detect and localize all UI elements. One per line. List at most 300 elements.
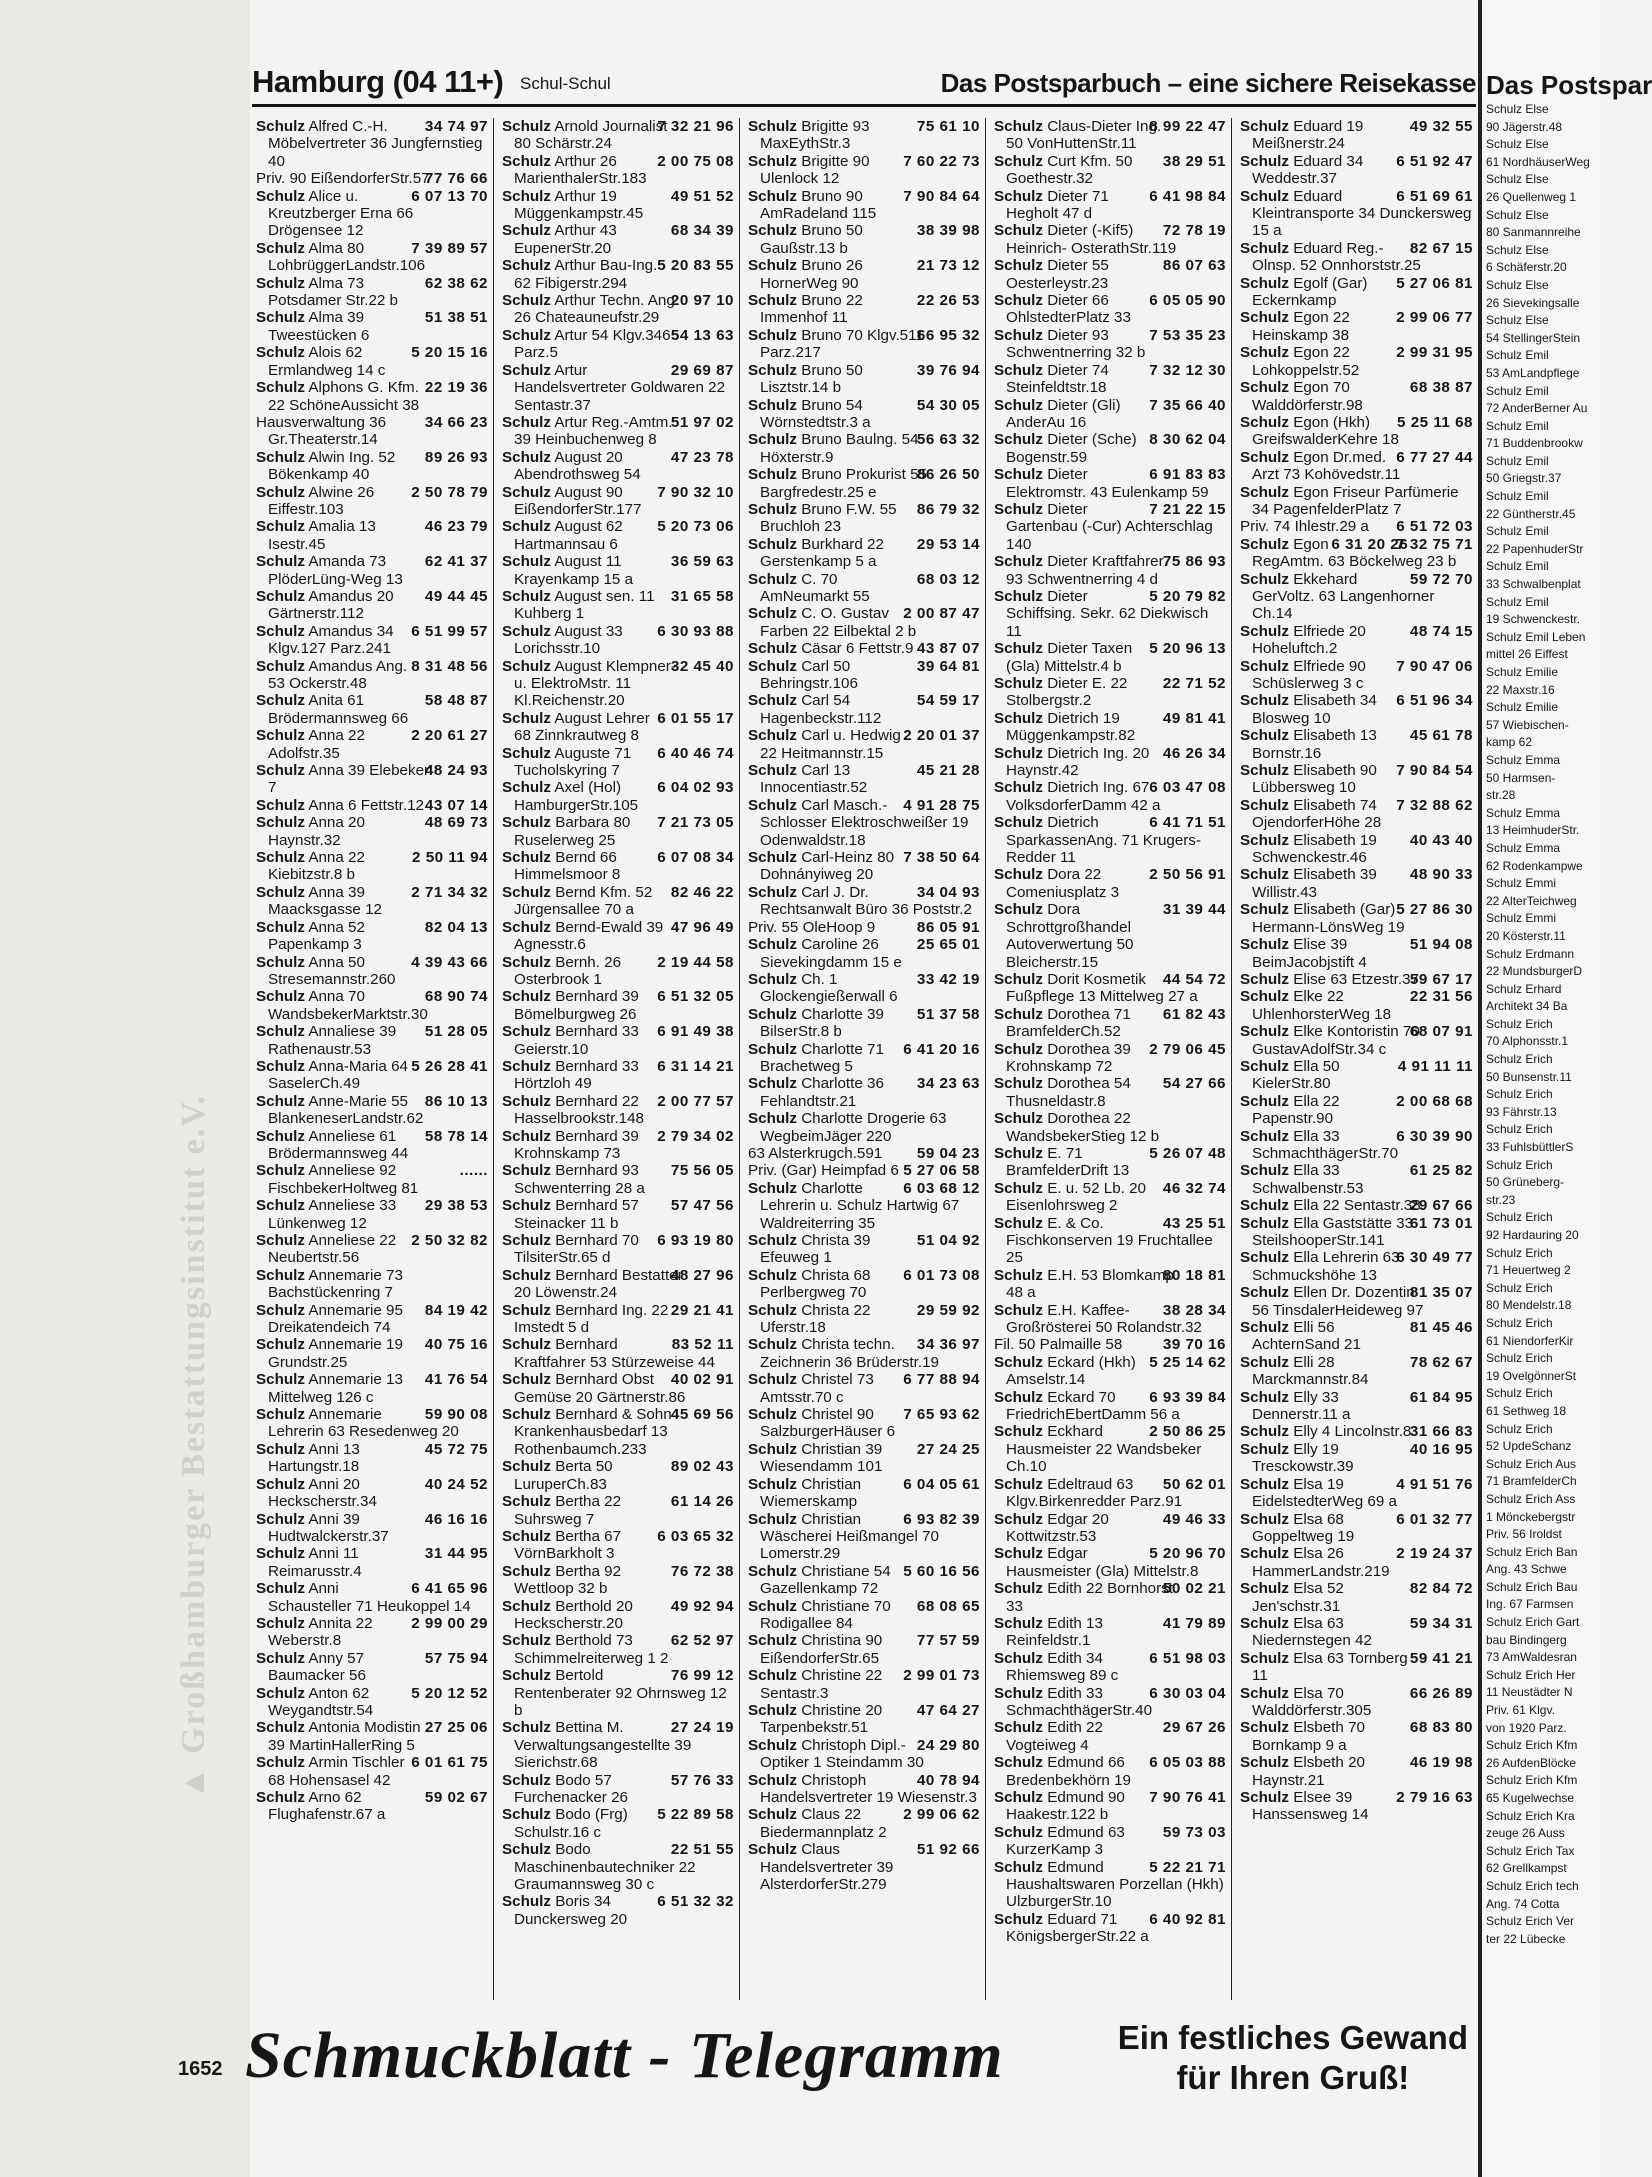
phone-number: 5 26 28 41 [411, 1057, 488, 1075]
directory-entry [256, 1023, 488, 1058]
directory-entry [1240, 1615, 1473, 1650]
adjacent-page-line: von 1920 Parz. [1486, 1720, 1567, 1735]
phone-number: 61 73 01 [1409, 1214, 1473, 1232]
entry-details: Bernhard Obst Gemüse 20 Gärtnerstr.86 [514, 1371, 686, 1406]
adjacent-page-line: 13 HeimhuderStr. [1486, 823, 1580, 838]
directory-entry [994, 1145, 1226, 1180]
entry-details: Edith 33 SchmachthägerStr.40 [1006, 1684, 1153, 1719]
entry-details: Elfriede 90 Schüslerweg 3 c [1252, 657, 1366, 692]
directory-entry [1240, 1719, 1473, 1754]
adjacent-page-line: Ang. 74 Cotta [1486, 1896, 1560, 1911]
phone-number: 49 46 33 [1162, 1510, 1226, 1528]
entry-surname: Schulz [1240, 187, 1289, 205]
entry-surname: Schulz [256, 344, 305, 362]
phone-number: 41 76 54 [424, 1371, 488, 1389]
adjacent-page-line: Schulz Else [1486, 172, 1549, 187]
phone-number: 2 50 32 82 [411, 1232, 488, 1249]
entry-details: Christian 39 Wiesendamm 101 [760, 1440, 883, 1476]
phone-number: 43 87 07 [916, 640, 980, 658]
entry-surname: Schulz [1240, 936, 1289, 954]
entry-surname: Schulz [256, 814, 305, 832]
entry-surname: Schulz [1240, 1023, 1289, 1041]
entry-details: Bruno 26 HornerWeg 90 [760, 257, 863, 292]
entry-details: Bernd Kfm. 52 Jürgensallee 70 a [514, 883, 653, 919]
directory-entry [256, 623, 488, 658]
adjacent-page-line: Schulz Erich tech [1486, 1878, 1579, 1893]
entry-details: Elfriede 20 Hoheluftch.2 [1252, 622, 1366, 658]
entry-details: Elisabeth 34 Blosweg 10 [1252, 692, 1377, 727]
phone-number: 61 25 82 [1409, 1162, 1473, 1180]
directory-entry [748, 1563, 980, 1598]
directory-entry [256, 1162, 488, 1197]
adjacent-page-line: Schulz Else [1486, 277, 1549, 292]
adjacent-page-line: 62 Rodenkampwe [1486, 858, 1583, 873]
entry-surname: Schulz [748, 570, 797, 588]
directory-entry [502, 362, 734, 414]
entry-details: Annemarie 95 Dreikatendeich 74 [268, 1301, 403, 1337]
entry-details: August Klempner- u. ElektroMstr. 11 Kl.Reichenstr.20 [514, 657, 676, 710]
entry-details: Dieter 71 Hegholt 47 d [1006, 187, 1109, 223]
entry-details: Anneliese 22 Neubertstr.56 [268, 1232, 397, 1267]
adjacent-page-line: Schulz Emmi [1486, 911, 1557, 926]
adjacent-page-line: 1 Mönckebergstr [1486, 1509, 1576, 1524]
entry-details: Anna 39 Maacksgasse 12 [268, 883, 382, 919]
directory-entry [256, 118, 488, 170]
entry-surname: Schulz [994, 361, 1043, 379]
entry-details: Dorothea 39 Krohnskamp 72 [1006, 1040, 1131, 1075]
directory-entry [748, 971, 980, 1006]
entry-details: Bruno F.W. 55 Bruchloh 23 [760, 500, 897, 536]
entry-details: Bruno 90 AmRadeland 115 [760, 187, 877, 223]
phone-number: 68 08 65 [916, 1597, 980, 1615]
phone-number: 6 40 46 74 [657, 744, 734, 762]
entry-details: Bernhard 70 TilsiterStr.65 d [514, 1232, 639, 1267]
entry-surname: Schulz [994, 222, 1043, 240]
directory-entry [256, 518, 488, 553]
entry-surname: Schulz [748, 883, 797, 901]
entry-details: Bodo (Frg) Schulstr.16 c [514, 1806, 628, 1841]
phone-number: 49 51 52 [670, 187, 734, 205]
directory-entry [502, 919, 734, 954]
entry-surname: Schulz [748, 936, 797, 954]
adjacent-page-line: Ang. 43 Schwe [1486, 1562, 1567, 1577]
entry-details: Ella Lehrerin 63 Schmuckshöhe 13 [1252, 1249, 1400, 1284]
phone-number: 7 53 35 23 [1149, 326, 1226, 344]
entry-details: Edgar Hausmeister (Gla) Mittelstr.8 [1006, 1545, 1199, 1580]
phone-number: 6 51 32 05 [657, 988, 734, 1006]
entry-details: Elly 19 Tresckowstr.39 [1252, 1440, 1354, 1476]
adjacent-page-line: 26 Sievekingsalle [1486, 295, 1580, 310]
entry-details: Dieter Schiffsing. Sekr. 62 Diekwisch 11 [1006, 587, 1209, 640]
entry-details: Bruno 22 Immenhof 11 [760, 292, 863, 327]
adjacent-page-line: 22 Maxstr.16 [1486, 682, 1555, 697]
phone-number: 54 30 05 [916, 396, 980, 414]
adjacent-page-line: 93 Fährstr.13 [1486, 1104, 1557, 1119]
phone-number: 56 63 32 [916, 431, 980, 449]
entry-details: Bernhard Ing. 22 Imstedt 5 d [514, 1301, 669, 1337]
entry-details: Barbara 80 Ruselerweg 25 [514, 814, 631, 849]
entry-surname: Schulz [502, 1719, 551, 1737]
phone-number: 27 24 25 [916, 1440, 980, 1458]
entry-surname: Schulz [502, 257, 551, 275]
entry-details: Arthur 26 MarienthalerStr.183 [514, 152, 647, 188]
entry-surname: Schulz [502, 1162, 551, 1180]
entry-details: Edmund 90 Haakestr.122 b [1006, 1789, 1125, 1824]
phone-number: 5 20 96 70 [1149, 1545, 1226, 1563]
entry-surname: Schulz [994, 1719, 1043, 1737]
directory-entry [1240, 988, 1473, 1023]
adjacent-page-line: 70 Alphonsstr.1 [1486, 1034, 1569, 1049]
directory-entry [256, 1267, 488, 1302]
adjacent-page-line: Schulz Erich Ass [1486, 1491, 1576, 1506]
phone-number: 50 62 01 [1162, 1475, 1226, 1493]
entry-details: Bernhard 57 Steinacker 11 b [514, 1197, 639, 1232]
entry-surname: Schulz [256, 849, 305, 867]
entry-details: Artur Handelsvertreter Goldwaren 22 Sentastr.37 [514, 361, 726, 414]
directory-entry [1240, 866, 1473, 901]
entry-details: Ella 33 SchmachthägerStr.70 [1252, 1127, 1399, 1162]
phone-number: 6 51 92 47 [1396, 152, 1473, 170]
directory-entry [502, 414, 734, 449]
phone-number: 45 61 78 [1409, 727, 1473, 745]
directory-entry [994, 1075, 1226, 1110]
directory-entry [1240, 971, 1473, 988]
entry-details: Elke Kontoristin 70 GustavAdolfStr.34 c [1252, 1023, 1420, 1058]
entry-details: Carl-Heinz 80 Dohnányiweg 20 [760, 849, 895, 884]
entry-details: Edeltraud 63 Klgv.Birkenredder Parz.91 [1006, 1475, 1183, 1511]
entry-details: Bettina M. Verwaltungsangestellte 39 Sierichstr.68 [514, 1719, 692, 1772]
adjacent-page-line: Schulz Erich Ban [1486, 1544, 1578, 1559]
phone-number: 46 32 74 [1162, 1179, 1226, 1197]
entry-details: Anna 22 Kiebitzstr.8 b [268, 849, 365, 884]
directory-entry [994, 118, 1226, 153]
entry-details: Bertha 22 Suhrsweg 7 [514, 1493, 622, 1528]
entry-details: Eduard Reg.-Olnsp. 52 Onnhorststr.25 [1252, 239, 1421, 275]
entry-surname: Schulz [502, 849, 551, 867]
entry-details: Elise 39 BeimJacobjstift 4 [1252, 936, 1367, 971]
entry-details: Christine 22 Sentastr.3 [760, 1667, 883, 1702]
entry-surname: Schulz [994, 152, 1043, 170]
entry-surname: Schulz [1240, 657, 1289, 675]
entry-surname: Schulz [748, 640, 797, 658]
phone-number: 7 90 84 54 [1396, 762, 1473, 780]
phone-number: 59 90 08 [424, 1406, 488, 1424]
entry-surname: Schulz [748, 257, 797, 275]
adjacent-page-line: Priv. 56 Iroldst [1486, 1527, 1562, 1542]
directory-entry [994, 1006, 1226, 1041]
entry-surname: Schulz [256, 274, 305, 292]
entry-details: Bernhard Bestatter 20 Löwenstr.24 [514, 1266, 683, 1302]
directory-entry [748, 327, 980, 362]
directory-entry [502, 1528, 734, 1563]
directory-entry [748, 1667, 980, 1702]
entry-details: Christian Wäscherei Heißmangel 70 Lomerstr.29 [760, 1510, 939, 1563]
directory-entry [994, 553, 1226, 588]
phone-number: 27 24 19 [670, 1719, 734, 1737]
entry-details: Bernd-Ewald 39 Agnesstr.6 [514, 918, 664, 954]
entry-details: Edith 22 Vogteiweg 4 [1006, 1719, 1103, 1754]
phone-number: 2 79 06 45 [1149, 1040, 1226, 1058]
phone-number: 34 74 97 [424, 118, 488, 135]
entry-surname: Schulz [994, 1614, 1043, 1632]
directory-entry [1240, 936, 1473, 971]
entry-surname: Schulz [994, 744, 1043, 762]
adjacent-page-line: 80 Mendelstr.18 [1486, 1298, 1572, 1313]
directory-entry [748, 1162, 980, 1179]
adjacent-page-line: Schulz Else [1486, 242, 1549, 257]
adjacent-page-line: Schulz Emil [1486, 594, 1549, 609]
directory-column [252, 118, 494, 2000]
entry-details: Christoph Dipl.-Optiker 1 Steindamm 30 [760, 1736, 924, 1772]
directory-entry [1240, 692, 1473, 727]
entry-surname: Schulz [256, 483, 305, 501]
phone-number: 2 99 31 95 [1396, 344, 1473, 362]
entry-details: Carl u. Hedwig 22 Heitmannstr.15 [760, 727, 901, 762]
adjacent-page-line: Schulz Emil [1486, 559, 1549, 574]
adjacent-page-line: Schulz Emmi [1486, 876, 1557, 891]
adjacent-page-line: 72 AnderBerner Au [1486, 401, 1588, 416]
adjacent-page-line: Schulz Emil [1486, 524, 1549, 539]
directory-entry [748, 466, 980, 501]
directory-entry [994, 779, 1226, 814]
entry-surname: Schulz [748, 1562, 797, 1580]
phone-number: 7 90 47 06 [1396, 657, 1473, 675]
entry-details: Bernhard 39 Bömelburgweg 26 [514, 988, 639, 1023]
directory-entry [502, 449, 734, 484]
entry-surname: Schulz [256, 1719, 305, 1737]
directory-entry [748, 849, 980, 884]
adjacent-page-line: Schulz Erich [1486, 1280, 1553, 1295]
directory-entry [994, 1754, 1226, 1789]
directory-entry [502, 1371, 734, 1406]
phone-number: 6 01 32 77 [1396, 1510, 1473, 1528]
entry-details: Anny 57 Baumacker 56 [268, 1649, 366, 1685]
entry-details: Edmund 66 Bredenbekhörn 19 [1006, 1754, 1131, 1789]
entry-surname: Schulz [748, 361, 797, 379]
phone-number: 57 47 56 [670, 1197, 734, 1215]
entry-details: Edgar 20 Kottwitzstr.53 [1006, 1510, 1109, 1545]
phone-number: 29 53 14 [916, 535, 980, 553]
phone-number: 51 92 66 [916, 1841, 980, 1859]
entry-surname: Schulz [502, 1806, 551, 1824]
entry-details: Elsa 26 HammerLandstr.219 [1252, 1545, 1390, 1580]
entry-details: Elsbeth 70 Bornkamp 9 a [1252, 1719, 1365, 1754]
phone-number: 43 25 51 [1162, 1214, 1226, 1232]
phone-number: 68 90 74 [424, 988, 488, 1006]
phone-number: 68 34 39 [670, 222, 734, 240]
entry-surname: Schulz [1240, 866, 1289, 884]
entry-details: Charlotte Lehrerin u. Schulz Hartwig 67 Waldreiterring 35 [760, 1179, 960, 1232]
entry-surname: Schulz [256, 1232, 305, 1249]
entry-details: Caroline 26 Sievekingdamm 15 e [760, 936, 902, 971]
adjacent-page-line: 57 Wiebischen- [1486, 717, 1569, 732]
phone-number: 59 02 67 [424, 1789, 488, 1806]
adjacent-page-line: Architekt 34 Ba [1486, 999, 1568, 1014]
entry-surname: Schulz [1240, 1388, 1289, 1406]
entry-details: Anneliese 61 Brödermannsweg 44 [268, 1127, 409, 1162]
phone-number: 66 26 89 [1409, 1684, 1473, 1702]
entry-surname: Schulz [1240, 483, 1289, 501]
entry-surname: Schulz [994, 1388, 1043, 1406]
adjacent-page-line: 73 AmWaldesran [1486, 1650, 1577, 1665]
directory-entry [994, 362, 1226, 397]
phone-number: 34 23 63 [916, 1075, 980, 1093]
phone-number: 6 30 93 88 [657, 622, 734, 640]
directory-entry [748, 118, 980, 153]
entry-surname: Schulz [1240, 1545, 1289, 1563]
directory-entry [256, 849, 488, 884]
entry-details: Bertha 92 Wettloop 32 b [514, 1562, 622, 1598]
phone-number: 48 24 93 [424, 762, 488, 780]
directory-entry [1240, 1685, 1473, 1720]
entry-surname: Schulz [502, 483, 551, 501]
phone-number: 43 07 14 [424, 796, 488, 814]
entry-surname: Schulz [502, 553, 551, 571]
adjacent-page-line: Schulz Emilie [1486, 665, 1559, 679]
phone-number: 2 20 61 27 [411, 727, 488, 745]
directory-entry [502, 954, 734, 989]
name-range: Schul-Schul [520, 74, 611, 93]
phone-number: 5 27 86 30 [1396, 901, 1473, 919]
phone-number: 48 27 96 [670, 1266, 734, 1284]
directory-entry [1240, 449, 1473, 484]
adjacent-page-line: 20 Kösterstr.11 [1486, 928, 1566, 943]
entry-details: Dieter 55 Oesterleystr.23 [1006, 257, 1109, 292]
entry-surname: Schulz [994, 1214, 1043, 1232]
entry-surname: Schulz [994, 1754, 1043, 1772]
entry-details: Elisabeth 19 Schwenckestr.46 [1252, 831, 1377, 867]
adjacent-page-line: 65 Kugelwechse [1486, 1791, 1575, 1805]
directory-column [990, 118, 1232, 2000]
phone-number: 2 19 24 37 [1396, 1545, 1473, 1563]
entry-details: Anna-Maria 64 SaselerCh.49 [268, 1057, 408, 1093]
phone-number: 46 19 98 [1409, 1754, 1473, 1772]
entry-details: Carl Masch.- Schlosser Elektroschweißer 19 Odenwaldstr.18 [760, 796, 969, 849]
adjacent-page-line: Ing. 67 Farmsen [1486, 1597, 1574, 1612]
entry-details: Annemarie 73 Bachstückenring 7 [268, 1266, 403, 1302]
directory-entry [994, 1545, 1226, 1580]
entry-surname: Schulz [1240, 379, 1289, 397]
phone-number: 6 41 20 16 [903, 1040, 980, 1058]
phone-number: 6 51 99 57 [411, 622, 488, 640]
phone-number: 40 16 95 [1409, 1440, 1473, 1458]
entry-details: Bertha 67 VörnBarkholt 3 [514, 1527, 622, 1563]
entry-details: Anneliese 33 Lünkenweg 12 [268, 1197, 397, 1232]
entry-details: Bodo Maschinenbautechniker 22 Graumannsweg 30 c [514, 1841, 696, 1894]
phone-number: 49 81 41 [1162, 709, 1226, 727]
entry-surname: Schulz [502, 1197, 551, 1215]
entry-details: Elli 56 AchternSand 21 [1252, 1319, 1361, 1354]
directory-entry [994, 814, 1226, 866]
entry-surname: Schulz [1240, 309, 1289, 327]
directory-entry [994, 1511, 1226, 1546]
directory-entry [502, 484, 734, 519]
directory-entry [502, 814, 734, 849]
entry-details: Edmund 63 KurzerKamp 3 [1006, 1823, 1125, 1859]
phone-number: 6 51 72 03 [1396, 518, 1473, 536]
entry-surname: Schulz [1240, 274, 1289, 292]
phone-number: 86 26 50 [916, 466, 980, 484]
phone-number: 68 83 80 [1409, 1719, 1473, 1737]
directory-entry [1240, 518, 1473, 535]
entry-details: Anneliese 92 FischbekerHoltweg 81 [268, 1162, 419, 1197]
entry-surname: Schulz [748, 1510, 797, 1528]
phone-number: 62 41 37 [424, 553, 488, 571]
entry-details: E.H. Kaffee-Großrösterei 50 Rolandstr.32 [1006, 1301, 1202, 1337]
entry-details: Armin Tischler 68 Hohensasel 42 [268, 1754, 405, 1789]
adjacent-page-line: 53 AmLandpflege [1486, 365, 1580, 380]
entry-details: Annemarie Lehrerin 63 Resedenweg 20 [268, 1406, 459, 1441]
phone-number: 6 93 82 39 [903, 1510, 980, 1528]
adjacent-page-line: Schulz Else [1486, 137, 1549, 152]
entry-surname: Schulz [748, 1040, 797, 1058]
phone-number: 20 97 10 [670, 292, 734, 310]
entry-surname: Schulz [994, 1475, 1043, 1493]
directory-entry [256, 1441, 488, 1476]
city-title: Hamburg (04 11+) [252, 64, 504, 99]
entry-details: Eckhard Hausmeister 22 Wandsbeker Ch.10 [1006, 1423, 1202, 1476]
directory-entry [256, 588, 488, 623]
entry-details: Bernd 66 Himmelsmoor 8 [514, 849, 621, 884]
entry-surname: Schulz [748, 535, 797, 553]
directory-entry [502, 1893, 734, 1928]
entry-surname: Schulz [994, 640, 1043, 658]
entry-surname: Schulz [256, 883, 305, 901]
entry-surname: Schulz [256, 622, 305, 640]
phone-number: 5 25 14 62 [1149, 1353, 1226, 1371]
phone-number: 77 76 66 [424, 170, 488, 188]
phone-number: 5 27 06 81 [1396, 274, 1473, 292]
entry-surname: Schulz [748, 1336, 797, 1354]
directory-entry [994, 1719, 1226, 1754]
directory-entry [994, 1389, 1226, 1424]
entry-surname: Schulz [256, 379, 305, 397]
entry-details: Alma 73 Potsdamer Str.22 b [268, 274, 399, 310]
directory-entry [502, 849, 734, 884]
entry-details: Dietrich 19 Müggenkampstr.82 [1006, 709, 1136, 745]
entry-details: Bodo 57 Furchenacker 26 [514, 1771, 628, 1806]
phone-number: 78 62 67 [1409, 1353, 1473, 1371]
entry-surname: Schulz [502, 1527, 551, 1545]
entry-surname: Schulz [994, 326, 1043, 344]
entry-details: Amanda 73 PlöderLüng-Weg 13 [268, 553, 403, 588]
entry-details: Anna 6 Fettstr.12 [308, 796, 425, 814]
entry-surname: Schulz [748, 762, 797, 780]
entry-surname: Schulz [748, 292, 797, 310]
entry-details: Annemarie 13 Mittelweg 126 c [268, 1371, 403, 1406]
directory-entry [256, 484, 488, 519]
entry-surname: Schulz [994, 187, 1043, 205]
entry-surname: Schulz [994, 1545, 1043, 1563]
directory-entry [256, 1197, 488, 1232]
directory-entry [502, 222, 734, 257]
adjacent-page-line: 22 PapenhuderStr [1486, 541, 1584, 556]
adjacent-page-line: 71 Heuertweg 2 [1486, 1263, 1571, 1278]
entry-details: Elke 22 UhlenhorsterWeg 18 [1252, 988, 1392, 1023]
entry-details: Dora 22 Comeniusplatz 3 [1006, 866, 1120, 901]
directory-entry [748, 536, 980, 571]
phone-number: 36 59 63 [670, 553, 734, 571]
directory-entry [502, 623, 734, 658]
directory-entry [502, 1667, 734, 1719]
entry-details: Bruno 54 Wörnstedtstr.3 a [760, 396, 871, 431]
entry-details: Christa 22 Uferstr.18 [760, 1301, 871, 1337]
entry-details: Bruno 70 Klgv.511 Parz.217 [760, 326, 924, 362]
entry-details: Arno 62 Flughafenstr.67 a [268, 1789, 386, 1824]
directory-entry [1240, 1545, 1473, 1580]
directory-entry [994, 745, 1226, 780]
directory-entry [1240, 118, 1473, 153]
